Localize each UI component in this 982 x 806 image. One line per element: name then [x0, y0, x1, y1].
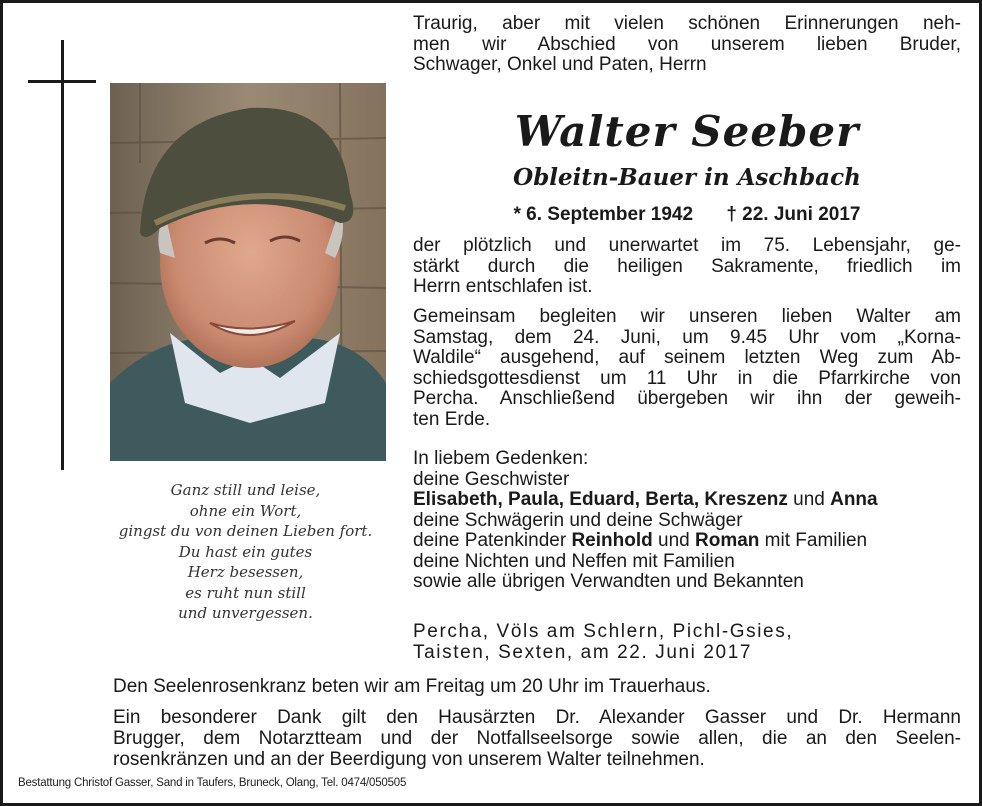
mourners-list — [413, 449, 961, 593]
poem-line: Ganz still und leise, — [170, 481, 321, 499]
siblings-label: deine Geschwister — [413, 468, 570, 490]
funeral-line: Percha. Anschließend übergeben wir ihn der geweih- — [413, 388, 961, 409]
passing-text — [413, 236, 961, 298]
other-relatives: sowie alle übrigen Verwandten und Bekannten — [413, 571, 804, 592]
funeral-line: ten Erde. — [413, 408, 491, 430]
passing-line: der plötzlich und unerwartet im 75. Lebensjahr, ge- — [413, 235, 961, 256]
places-date — [413, 622, 961, 663]
godchildren: deine Patenkinder Reinhold und Roman mit Familien — [413, 530, 868, 551]
deceased-name: Walter Seeber — [514, 107, 860, 156]
funeral-text — [413, 307, 961, 430]
death-date: † 22. Juni 2017 — [726, 204, 861, 225]
passing-line: stärkt durch die heiligen Sakramente, friedlich im — [413, 255, 961, 277]
birth-date: * 6. September 1942 — [513, 204, 694, 225]
funeral-home-footer: Bestattung Christof Gasser, Sand in Taufers, Bruneck, Olang, Tel. 0474/050505 — [18, 777, 407, 789]
places-line: Taisten, Sexten, am 22. Juni 2017 — [413, 641, 753, 663]
poem-line: gingst du von deinen Lieben fort. — [118, 522, 373, 540]
funeral-line: Gemeinsam begleiten wir unseren lieben Walter am — [413, 306, 961, 327]
intro-line: Schwager, Onkel und Paten, Herrn — [413, 54, 707, 75]
poem-line: und unvergessen. — [178, 604, 313, 622]
funeral-line: Waldile“ ausgehend, auf seinem letzten Weg zum Ab- — [413, 347, 961, 368]
thanks-line: Ein besonderer Dank gilt den Hausärzten Dr. Alexander Gasser und Dr. Hermann — [113, 707, 961, 728]
life-dates — [413, 204, 961, 226]
thanks-line: rosenkränzen und an der Beerdigung von unserem Walter teilnehmen. — [113, 749, 705, 770]
rosary-notice: Den Seelenrosenkranz beten wir am Freitag um 20 Uhr im Trauerhaus. — [113, 676, 711, 697]
funeral-line: Samstag, dem 24. Juni, um 9.45 Uhr vom „Korna- — [413, 326, 961, 348]
intro-line: Traurig, aber mit vielen schönen Erinnerungen neh- — [413, 13, 961, 34]
siblings-names: Elisabeth, Paula, Eduard, Berta, Kreszenz und Anna — [413, 489, 878, 510]
passing-line: Herrn entschlafen ist. — [413, 276, 593, 297]
poem-line: ohne ein Wort, — [189, 501, 302, 520]
funeral-line: schiedsgottesdienst um 11 Uhr in die Pfarrkirche von — [413, 367, 961, 389]
intro-line: men wir Abschied von unserem lieben Bruder, — [413, 33, 961, 55]
thanks-line: Brugger, dem Notarztteam und der Notfallseelsorge sowie allen, die an den Seelen- — [113, 728, 961, 749]
poem-line: Du hast ein gutes — [178, 542, 313, 561]
poem-line: es ruht nun still — [185, 583, 306, 602]
nieces-nephews: deine Nichten und Neffen mit Familien — [413, 550, 735, 572]
places-line: Percha, Völs am Schlern, Pichl-Gsies, — [413, 621, 794, 642]
portrait-photo — [110, 83, 386, 461]
farm-name: Obleitn-Bauer in Aschbach — [513, 164, 861, 191]
in-laws: deine Schwägerin und deine Schwäger — [413, 509, 743, 531]
poem — [118, 480, 373, 624]
poem-line: Herz besessen, — [187, 563, 304, 581]
intro-text — [413, 14, 961, 76]
thanks-text — [113, 707, 961, 770]
mourners-heading: In liebem Gedenken: — [413, 448, 589, 469]
